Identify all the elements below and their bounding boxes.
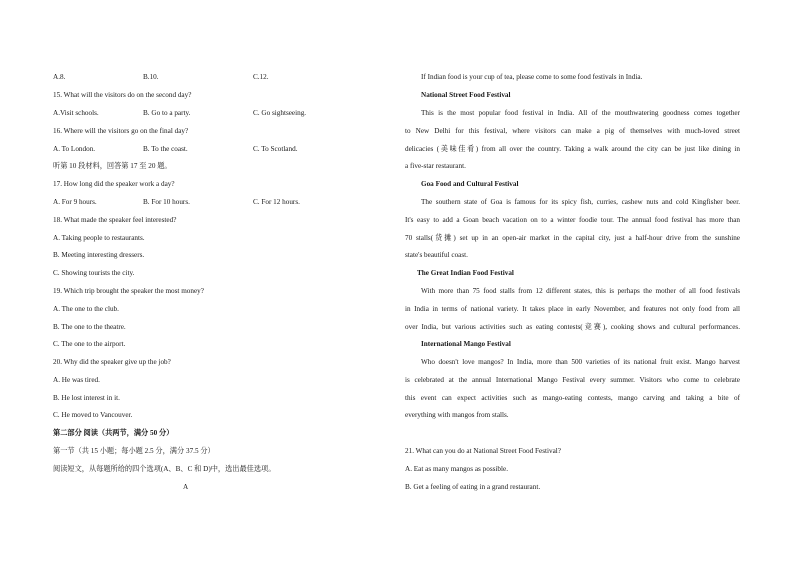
section1-instruction: 阅读短文，从每题所给的四个选项(A、B、C 和 D)中，选出最佳选项。 <box>53 465 276 473</box>
q18-option-a: A. Taking people to restaurants. <box>53 234 145 242</box>
festival-heading-1: National Street Food Festival <box>421 91 511 99</box>
paragraph-2-line: state's beautiful coast. <box>405 251 468 259</box>
q19-option-c: C. The one to the airport. <box>53 340 126 348</box>
q18-option-c: C. Showing tourists the city. <box>53 269 135 277</box>
paragraph-4-line: Who doesn't love mangos? In India, more than 500 varieties of its national fruit exist. Mango harvest <box>421 358 740 366</box>
paragraph-2-line: The southern state of Goa is famous for its spicy fish, curries, cashew nuts and cold Kingfisher beer. <box>421 198 740 206</box>
festival-heading-2: Goa Food and Cultural Festival <box>421 180 519 188</box>
q16-option-a: A. To London. <box>53 145 96 153</box>
paragraph-3-line: in India in terms of national variety. It takes place in early November, and features not only food from all <box>405 305 740 313</box>
q14-option-b: B.10. <box>143 73 159 81</box>
q16-stem: 16. Where will the visitors go on the final day? <box>53 127 189 135</box>
q20-option-c: C. He moved to Vancouver. <box>53 411 133 419</box>
part2-heading: 第二部分 阅读（共两节，满分 50 分） <box>53 429 174 437</box>
paragraph-2-line: 70 stalls(货摊) set up in an open-air market in the capital city, just a half-hour drive from the sunshine <box>405 234 740 242</box>
q21-option-b: B. Get a feeling of eating in a grand restaurant. <box>405 483 541 491</box>
paragraph-1-line: to New Delhi for this festival, where visitors can make a pig of themselves with much-loved street <box>405 127 740 135</box>
paragraph-1-line: delicacies (美味佳肴) from all over the country. Taking a walk around the city can be just like dining in <box>405 145 740 153</box>
q17-option-a: A. For 9 hours. <box>53 198 97 206</box>
paragraph-3-line: over India, but various activities such as eating contests(竞赛), cooking shows and cultural performances. <box>405 323 740 331</box>
q15-option-b: B. Go to a party. <box>143 109 191 117</box>
q16-option-c: C. To Scotland. <box>253 145 298 153</box>
passage-label: A <box>183 483 189 491</box>
q14-option-c: C.12. <box>253 73 269 81</box>
listening-instruction-10: 听第 10 段材料，回答第 17 至 20 题。 <box>53 162 172 170</box>
q21-option-a: A. Eat as many mangos as possible. <box>405 465 509 473</box>
q15-option-c: C. Go sightseeing. <box>253 109 307 117</box>
q14-option-a: A.8. <box>53 73 66 81</box>
q18-option-b: B. Meeting interesting dressers. <box>53 251 145 259</box>
q20-stem: 20. Why did the speaker give up the job? <box>53 358 171 366</box>
q19-stem: 19. Which trip brought the speaker the most money? <box>53 287 204 295</box>
festival-heading-4: International Mango Festival <box>421 340 511 348</box>
paragraph-2-line: It's easy to add a Goan beach vacation on to a winter foodie tour. The annual food festival has more than <box>405 216 740 224</box>
q20-option-b: B. He lost interest in it. <box>53 394 120 402</box>
q17-option-b: B. For 10 hours. <box>143 198 190 206</box>
q19-option-b: B. The one to the theatre. <box>53 323 126 331</box>
paragraph-4-line: is celebrated at the annual International Mango Festival every summer. Visitors who come to celebrate <box>405 376 740 384</box>
q16-option-b: B. To the coast. <box>143 145 188 153</box>
q15-option-a: A.Visit schools. <box>53 109 99 117</box>
paragraph-4-line: everything with mangos from stalls. <box>405 411 509 419</box>
paragraph-4-line: this event can expect activities such as mango-eating contests, mango carving and taking a bite of <box>405 394 740 402</box>
q15-stem: 15. What will the visitors do on the second day? <box>53 91 192 99</box>
passage-intro: If Indian food is your cup of tea, please come to some food festivals in India. <box>421 73 643 81</box>
q19-option-a: A. The one to the club. <box>53 305 119 313</box>
paragraph-1-line: This is the most popular food festival in India. All of the mouthwatering goodness comes together <box>421 109 740 117</box>
q17-stem: 17. How long did the speaker work a day? <box>53 180 175 188</box>
q20-option-a: A. He was tired. <box>53 376 100 384</box>
q17-option-c: C. For 12 hours. <box>253 198 300 206</box>
section1-heading: 第一节（共 15 小题；每小题 2.5 分，满分 37.5 分） <box>53 447 215 455</box>
paragraph-1-line: a five-star restaurant. <box>405 162 466 170</box>
q18-stem: 18. What made the speaker feel interested? <box>53 216 177 224</box>
festival-heading-3: The Great Indian Food Festival <box>417 269 514 277</box>
paragraph-3-line: With more than 75 food stalls from 12 different states, this is perhaps the mother of all food festivals <box>421 287 740 295</box>
q21-stem: 21. What can you do at National Street Food Festival? <box>405 447 561 455</box>
